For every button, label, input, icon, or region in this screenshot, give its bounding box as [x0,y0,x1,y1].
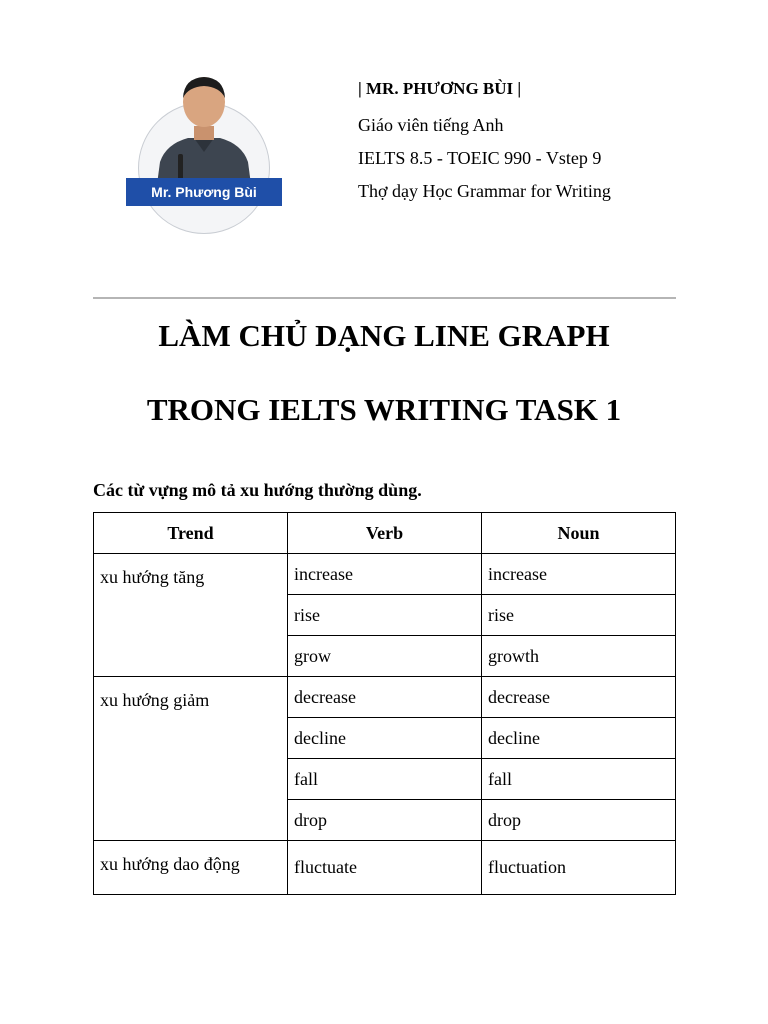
vocabulary-table [93,512,676,895]
noun-cell: rise [482,595,676,636]
trend-cell: xu hướng giảm [94,677,288,841]
table-row [94,841,676,895]
divider [93,297,676,299]
verb-cell: fluctuate [288,841,482,895]
verb-cell: decline [288,718,482,759]
table-header-row [94,513,676,554]
teacher-role: Giáo viên tiếng Anh [358,115,504,135]
header [0,0,768,290]
table-row [94,554,676,595]
trend-cell: xu hướng dao động [94,841,288,895]
noun-cell: increase [482,554,676,595]
teacher-scores: IELTS 8.5 - TOEIC 990 - Vstep 9 [358,148,602,168]
page-title-line-1: LÀM CHỦ DẠNG LINE GRAPH [158,318,610,353]
noun-cell: drop [482,800,676,841]
noun-cell: growth [482,636,676,677]
noun-cell: fall [482,759,676,800]
section-heading: Các từ vựng mô tả xu hướng thường dùng. [93,480,422,500]
verb-cell: drop [288,800,482,841]
verb-cell: rise [288,595,482,636]
teacher-info [358,78,611,213]
verb-cell: fall [288,759,482,800]
page-title-line-2: TRONG IELTS WRITING TASK 1 [146,392,622,427]
verb-cell: increase [288,554,482,595]
header-verb: Verb [288,513,482,554]
header-trend: Trend [94,513,288,554]
verb-cell: decrease [288,677,482,718]
teacher-name: | MR. PHƯƠNG BÙI | [358,79,522,98]
verb-cell: grow [288,636,482,677]
teacher-photo [144,72,264,192]
noun-cell: decrease [482,677,676,718]
noun-cell: decline [482,718,676,759]
trend-cell: xu hướng tăng [94,554,288,677]
table-row [94,677,676,718]
teacher-avatar [126,72,286,212]
teacher-tagline: Thợ dạy Học Grammar for Writing [358,181,611,201]
noun-cell: fluctuation [482,841,676,895]
name-tag: Mr. Phương Bùi [126,178,282,206]
header-noun: Noun [482,513,676,554]
